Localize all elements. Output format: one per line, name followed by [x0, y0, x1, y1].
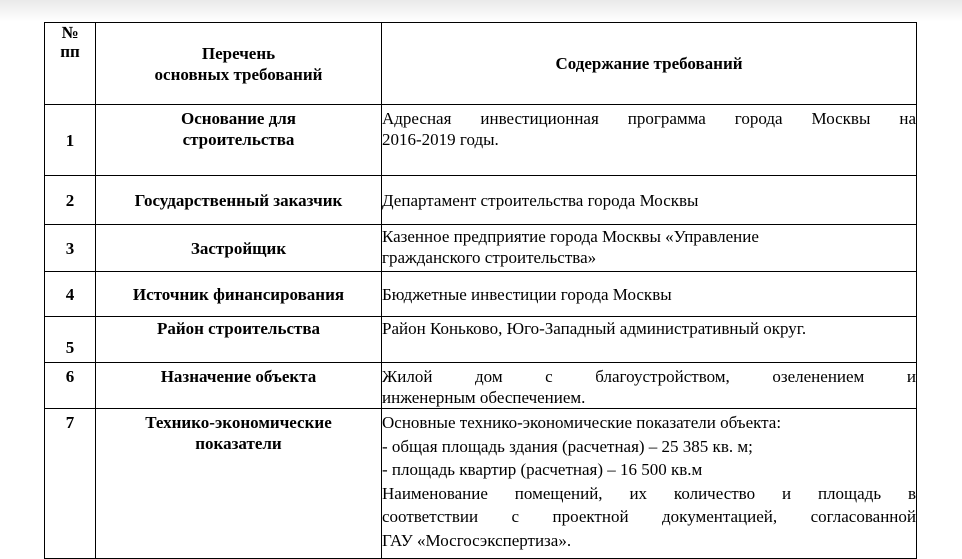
- row-value-line: - общая площадь здания (расчетная) – 25 385 кв. м;: [382, 436, 753, 456]
- row-value-line: Основные технико-экономические показатели объекта:: [382, 413, 782, 432]
- row-value-line: инженерным обеспечением.: [382, 388, 586, 407]
- row-requirement-value: [382, 363, 917, 409]
- row-requirement-value: [382, 105, 917, 176]
- row-name-line: показатели: [195, 434, 282, 453]
- row-value-line: Наименование помещений, их количество и площадь в: [382, 483, 916, 503]
- row-number: 4: [45, 272, 96, 317]
- header-requirements-list: [96, 23, 382, 105]
- row-name-line: Основание для: [180, 109, 297, 128]
- table-row: [45, 105, 917, 176]
- row-value-line: 2016-2019 годы.: [382, 130, 499, 149]
- row-value-line: Адресная инвестиционная программа города Москвы на: [382, 109, 916, 128]
- row-number: 3: [45, 225, 96, 272]
- table-row: [45, 272, 917, 317]
- row-requirement-value: Район Коньково, Юго-Западный административный округ.: [382, 317, 917, 363]
- header-list-line-1: Перечень: [201, 43, 276, 63]
- page-top-shade: [0, 0, 962, 22]
- table-row: [45, 225, 917, 272]
- header-number: [45, 23, 96, 105]
- row-number: 1: [45, 105, 96, 176]
- header-list-line-2: основных требований: [154, 64, 323, 84]
- row-value-line: - площадь квартир (расчетная) – 16 500 кв.м: [382, 460, 703, 479]
- row-requirement-name: Государственный заказчик: [96, 176, 382, 225]
- table-row: [45, 409, 917, 559]
- row-requirement-name: Застройщик: [96, 225, 382, 272]
- table-row: [45, 363, 917, 409]
- header-number-sign: №: [61, 23, 79, 42]
- header-number-abbr: пп: [60, 42, 80, 61]
- row-requirement-name: [96, 409, 382, 559]
- row-number: 5: [45, 317, 96, 363]
- row-requirement-value: [382, 225, 917, 272]
- row-requirement-name: [96, 105, 382, 176]
- row-requirement-name: Источник финансирования: [96, 272, 382, 317]
- row-name-line: строительства: [182, 130, 295, 149]
- row-value-line: Казенное предприятие города Москвы «Управление: [382, 227, 759, 246]
- row-value-line: соответствии с проектной документацией, согласованной: [382, 507, 916, 526]
- requirements-table: [44, 22, 917, 559]
- row-requirement-value: Департамент строительства города Москвы: [382, 176, 917, 225]
- row-requirement-name: Район строительства: [96, 317, 382, 363]
- row-number: 7: [45, 409, 96, 559]
- header-content-label: Содержание требований: [555, 54, 743, 73]
- table-header-row: [45, 23, 917, 105]
- row-value-line: Жилой дом с благоустройством, озеленением и: [382, 367, 916, 386]
- table-row: [45, 176, 917, 225]
- row-value-line: гражданского строительства»: [382, 248, 597, 267]
- row-requirement-value: Бюджетные инвестиции города Москвы: [382, 272, 917, 317]
- row-requirement-value: [382, 409, 917, 559]
- row-number: 6: [45, 363, 96, 409]
- header-requirements-content: [382, 23, 917, 105]
- row-value-line: ГАУ «Мосгосэкспертиза».: [382, 530, 572, 550]
- row-name-line: Технико-экономические: [145, 413, 332, 432]
- row-requirement-name: Назначение объекта: [96, 363, 382, 409]
- table-row: [45, 317, 917, 363]
- row-number: 2: [45, 176, 96, 225]
